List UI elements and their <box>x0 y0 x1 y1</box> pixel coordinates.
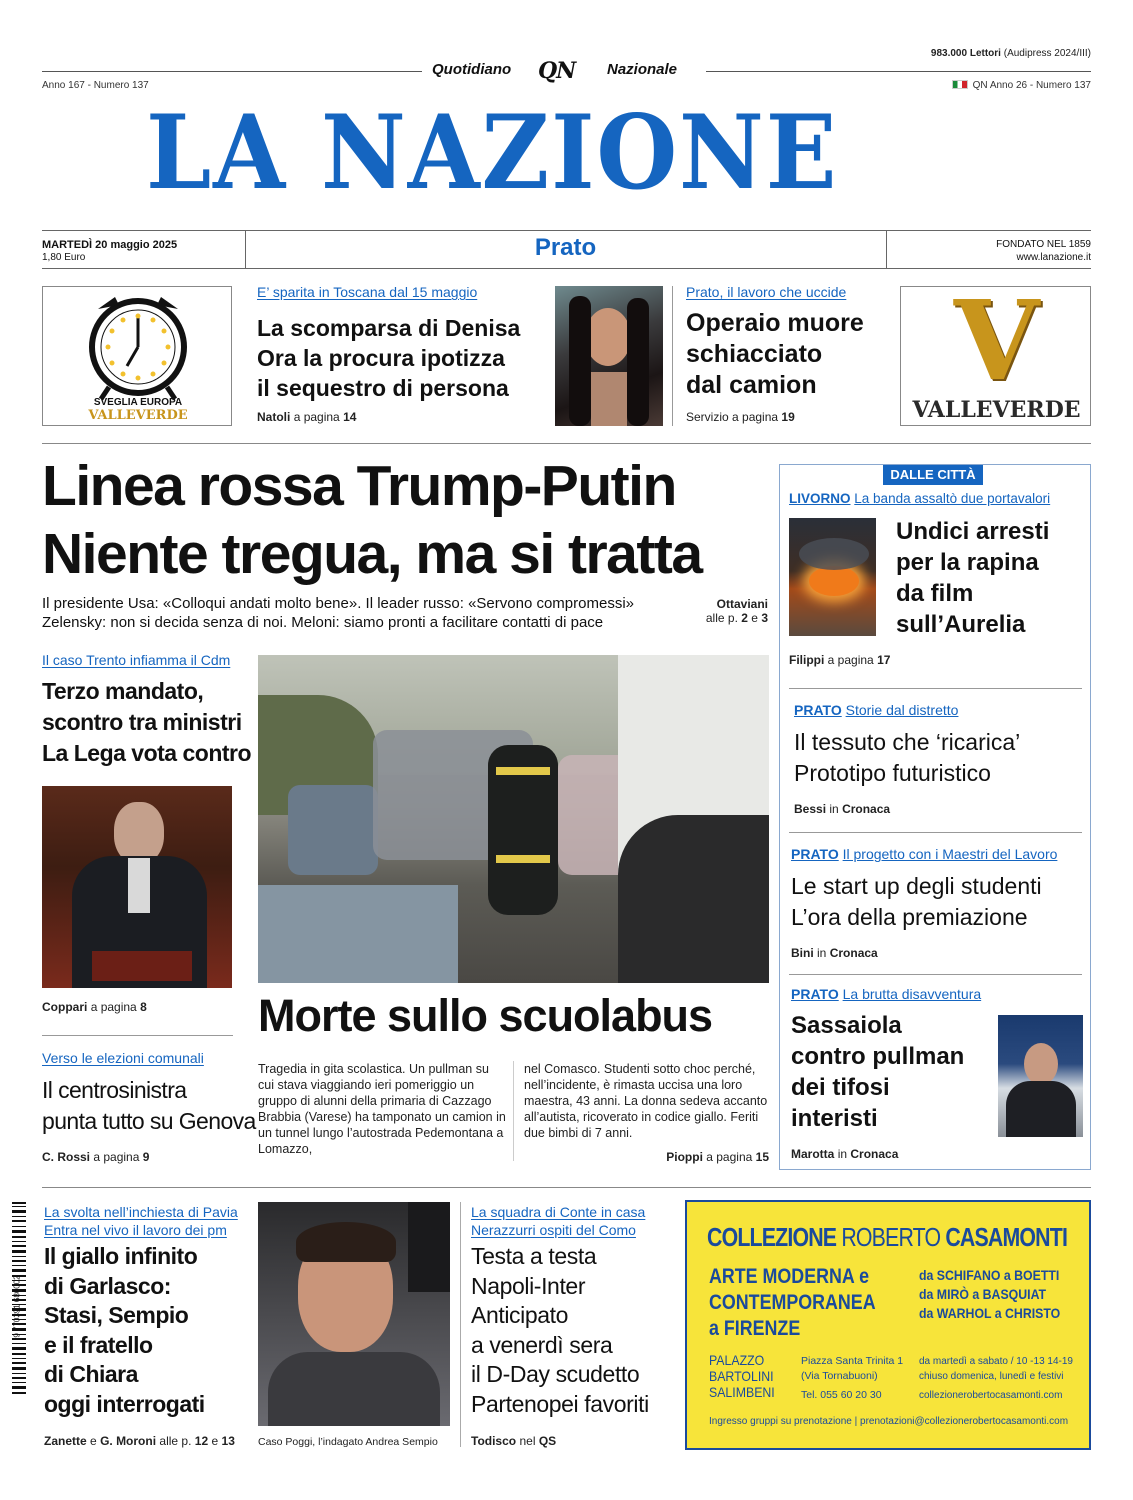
scuolabus-text-col1: Tragedia in gita scolastica. Un pullman su cui stava viaggiando ieri pomeriggio un gruppo di alunni della primaria di Cazzago Brabbia (Varese) ha tamponato un camion in un tunnel lungo l’autostrada Pedemontana a Lomazzo, <box>258 1062 506 1156</box>
sempio-caption: Caso Poggi, l’indagato Andrea Sempio <box>258 1436 438 1448</box>
trento-headline[interactable]: Terzo mandato, scontro tra ministri La Lega vota contro <box>42 678 252 766</box>
trento-byline: Coppari a pagina 8 <box>42 1000 147 1014</box>
tessuto-kicker[interactable]: PRATO Storie dal distretto <box>794 702 959 718</box>
dalle-citta-label: DALLE CITTÀ <box>883 465 983 485</box>
sassaiola-headline[interactable]: Sassaiola contro pullman dei tifosi interisti <box>791 1012 965 1132</box>
startup-headline[interactable]: Le start up degli studenti L’ora della premiazione <box>791 873 1042 930</box>
napoli-kicker[interactable]: La squadra di Conte in casa Nerazzurri ospiti del Como <box>471 1204 646 1238</box>
denisa-photo[interactable] <box>555 286 663 426</box>
issue-number-left: Anno 167 - Numero 137 <box>42 80 149 91</box>
ad-casamonti[interactable] <box>685 1200 1091 1450</box>
garlasco-byline: Zanette e G. Moroni alle p. 12 e 13 <box>44 1434 235 1448</box>
genova-byline: C. Rossi a pagina 9 <box>42 1150 150 1164</box>
ad-casamonti-artists: da SCHIFANO a BOETTI da MIRÒ a BASQUIAT da WARHOL a CHRISTO <box>919 1267 1061 1321</box>
ad-casamonti-heading: ARTE MODERNA e CONTEMPORANEA a FIRENZE <box>709 1265 876 1340</box>
lead-headline[interactable]: Linea rossa Trump-Putin Niente tregua, ma si tratta <box>42 454 702 586</box>
startup-byline: Bini in Cronaca <box>791 946 878 960</box>
issue-number-right: QN Anno 26 - Numero 137 <box>952 80 1091 91</box>
founded-label: FONDATO NEL 1859 <box>996 239 1091 250</box>
ad-sveglia-europa[interactable] <box>42 286 232 426</box>
nazionale-label: Nazionale <box>607 61 678 78</box>
website-link[interactable]: www.lanazione.it <box>1016 252 1091 263</box>
scuolabus-text-col2: nel Comasco. Studenti sotto choc perché, nell’incidente, è rimasta uccisa una loro maestra, 43 anni. La donna sedeva accanto all’autista, ricoverato in codice giallo. Feriti due bimbi di 7 anni. <box>524 1062 768 1140</box>
quotidiano-label: Quotidiano <box>432 61 512 78</box>
garlasco-headline[interactable]: Il giallo infinito di Garlasco: Stasi, Sempio e il fratello di Chiara oggi interrogati <box>44 1243 205 1417</box>
issue-date: MARTEDÌ 20 maggio 2025 <box>42 239 178 251</box>
valleverde-logo-icon: V <box>953 286 1040 405</box>
tessuto-headline[interactable]: Il tessuto che ‘ricarica’ Prototipo futuristico <box>794 729 1021 786</box>
operaio-kicker[interactable]: Prato, il lavoro che uccide <box>686 284 847 300</box>
valleverde-brand: VALLEVERDE <box>912 397 1081 423</box>
sassaiola-photo[interactable] <box>998 1015 1083 1137</box>
sassaiola-kicker[interactable]: PRATO La brutta disavventura <box>791 986 982 1002</box>
sassaiola-byline: Marotta in Cronaca <box>791 1147 899 1161</box>
ad-casamonti-address: Piazza Santa Trinita 1 (Via Tornabuoni) Tel. 055 60 20 30 <box>801 1355 904 1401</box>
operaio-headline[interactable]: Operaio muore schiacciato dal camion <box>686 309 864 399</box>
genova-headline[interactable]: Il centrosinistra punta tutto su Genova <box>42 1077 256 1134</box>
livorno-kicker[interactable]: LIVORNO La banda assaltò due portavalori <box>789 491 1051 506</box>
lead-byline: Ottaviani alle p. 2 e 3 <box>705 597 768 625</box>
ad-casamonti-hours: da martedì a sabato / 10 -13 14-19 chiuso domenica, lunedì e festivi collezionerobertocasamonti.com <box>919 1356 1073 1401</box>
newspaper-title[interactable]: LA NAZIONE <box>146 93 839 213</box>
napoli-headline[interactable]: Testa a testa Napoli-Inter Anticipato a venerdì sera il D-Day scudetto Partenopei favoriti <box>471 1243 649 1417</box>
ad-casamonti-footer: Ingresso gruppi su prenotazione | prenotazioni@collezionerobertocasamonti.com <box>709 1416 1069 1427</box>
ad-valleverde[interactable] <box>900 286 1091 426</box>
edition-name[interactable]: Prato <box>534 234 597 261</box>
qn-logo: QN <box>538 58 576 84</box>
ad-casamonti-place: PALAZZO BARTOLINI SALIMBENI <box>709 1352 775 1400</box>
barcode <box>4 1192 30 1432</box>
readers-count: 983.000 Lettori (Audipress 2024/III) <box>930 48 1091 59</box>
garlasco-kicker[interactable]: La svolta nell’inchiesta di Pavia Entra nel vivo il lavoro dei pm <box>44 1204 238 1238</box>
ad-sveglia-line1: SVEGLIA EUROPA <box>93 397 183 408</box>
sempio-photo[interactable] <box>258 1202 450 1426</box>
tajani-photo[interactable] <box>42 786 232 988</box>
livorno-headline[interactable]: Undici arresti per la rapina da film sull’Aurelia <box>896 518 1050 638</box>
scuolabus-byline: Pioppi a pagina 15 <box>666 1150 769 1164</box>
livorno-byline: Filippi a pagina 17 <box>789 653 891 667</box>
denisa-kicker[interactable]: E’ sparita in Toscana dal 15 maggio <box>257 284 478 300</box>
operaio-byline: Servizio a pagina 19 <box>686 410 795 424</box>
scuolabus-headline[interactable]: Morte sullo scuolabus <box>258 990 713 1041</box>
denisa-byline: Natoli a pagina 14 <box>257 410 357 424</box>
denisa-headline[interactable]: La scomparsa di Denisa Ora la procura ipotizza il sequestro di persona <box>257 315 521 401</box>
italian-flag-icon <box>952 80 968 89</box>
trento-kicker[interactable]: Il caso Trento infiamma il Cdm <box>42 652 231 668</box>
ad-sveglia-line2: VALLEVERDE <box>88 408 188 423</box>
startup-kicker[interactable]: PRATO Il progetto con i Maestri del Lavoro <box>791 846 1058 862</box>
livorno-photo[interactable] <box>789 518 876 636</box>
issue-price: 1,80 Euro <box>42 252 86 263</box>
genova-kicker[interactable]: Verso le elezioni comunali <box>42 1050 204 1066</box>
napoli-byline: Todisco nel QS <box>471 1434 557 1448</box>
barcode-digits: 9 770391 686002 <box>12 1275 22 1338</box>
lead-subheadline: Il presidente Usa: «Colloqui andati molto bene». Il leader russo: «Servono compromessi» Zelensky: non si decida senza di noi. Meloni: siamo pronti a facilitare contatti di pace <box>42 595 634 631</box>
tessuto-byline: Bessi in Cronaca <box>794 802 891 816</box>
ad-casamonti-title: COLLEZIONE ROBERTO CASAMONTI <box>707 1222 1068 1252</box>
scuolabus-photo[interactable] <box>258 655 769 983</box>
